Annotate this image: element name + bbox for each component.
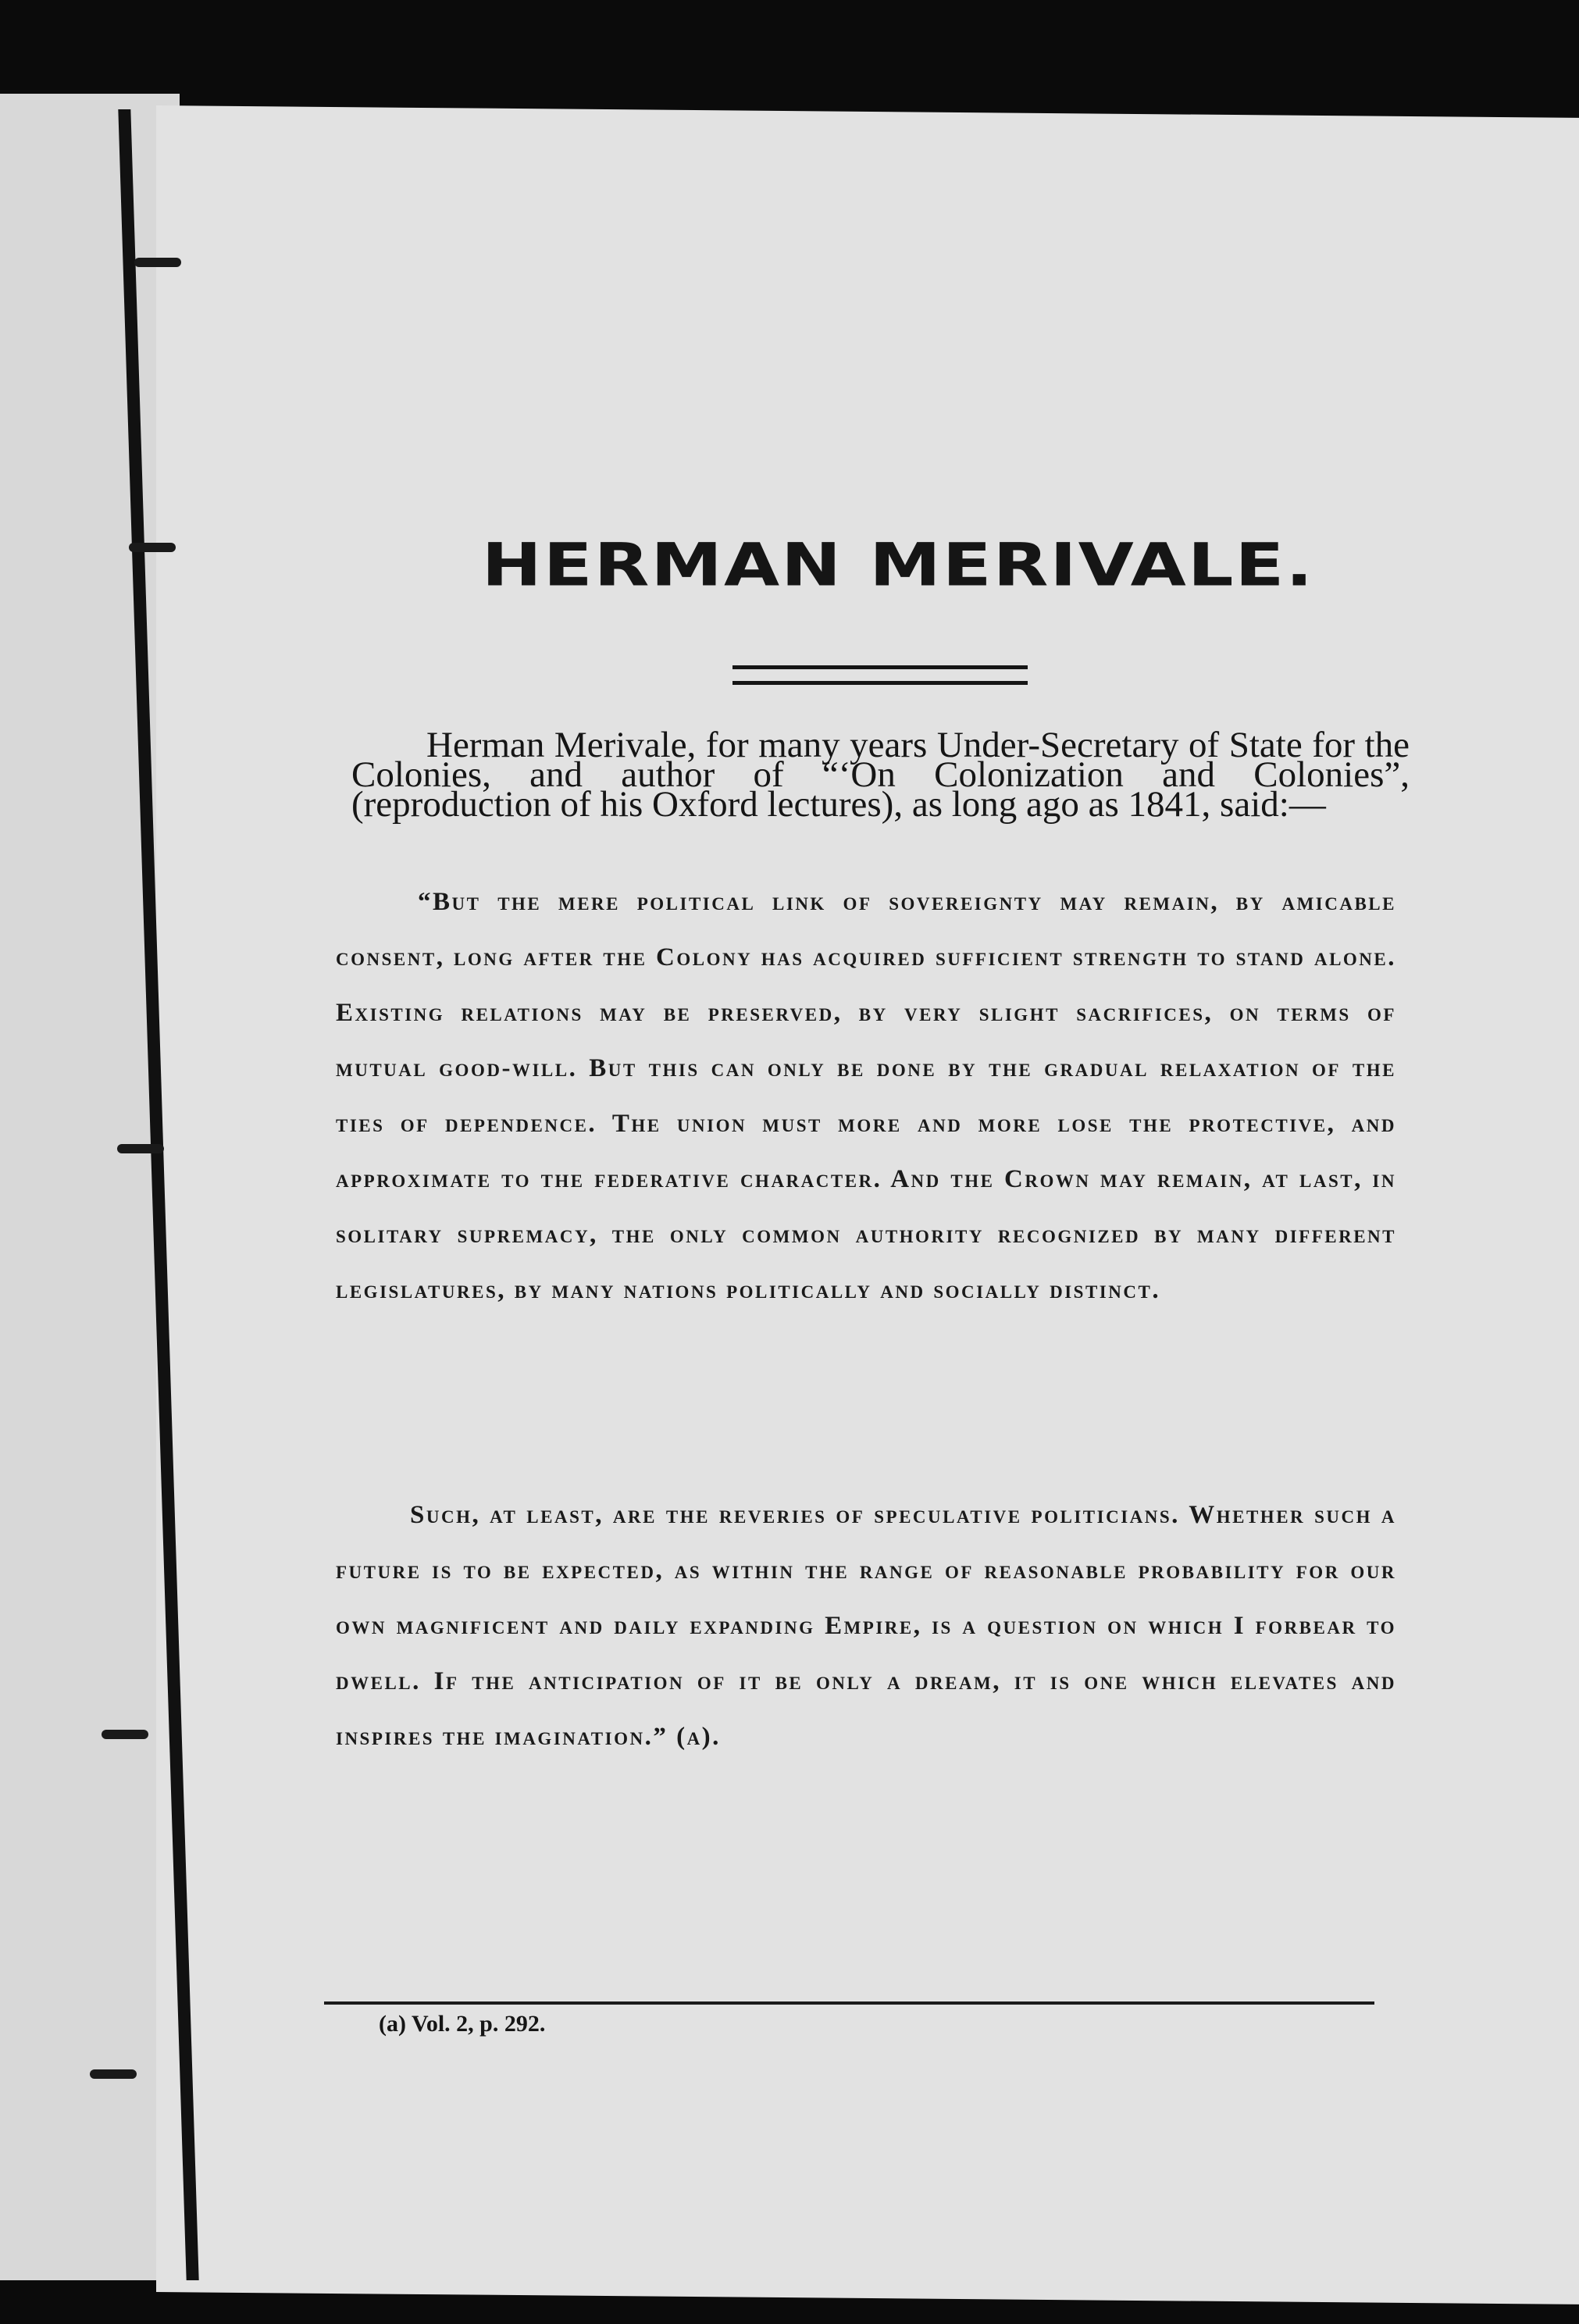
intro-paragraph: Herman Merivale, for many years Under-Secretary of State for the Colonies, and author of “‘On Colonization and Colonies”, (reproduction of his Oxford lectures), as long ago as 1841, said:—: [351, 725, 1410, 825]
quote-paragraph-2: Such, at least, are the reveries of speculative politicians. Whether such a future is to be expected, as within the range of reasonable probability for our own magnificent and daily expanding Empire, is a question on which I forbear to dwell. If the anticipation of it be only a dream, it is one which elevates and inspires the imagination.” (a).: [336, 1501, 1396, 1751]
binding-stitch: [117, 1144, 164, 1153]
binding-stitch: [102, 1730, 148, 1739]
binding-stitch: [90, 2069, 137, 2079]
footnote-rule: [324, 2001, 1374, 2005]
binding-stitch: [134, 258, 181, 267]
page-title: HERMAN MERIVALE.: [481, 530, 1315, 600]
title-rule-bottom: [732, 681, 1028, 685]
footnote: (a) Vol. 2, p. 292.: [379, 2011, 546, 2037]
title-rule-top: [732, 665, 1028, 669]
binding-stitch: [129, 543, 176, 552]
quote-paragraph-1: “But the mere political link of sovereignty may remain, by amicable consent, long after the Colony has acquired sufficient strength to stand alone. Existing relations may be preserved, by very slight sacrifices, on terms of mutual good-will. But this can only be done by the gradual relaxation of the ties of dependence. The union must more and more lose the protective, and approximate to the federative character. And the Crown may remain, at last, in solitary supremacy, the only common authority recognized by many different legislatures, by many nations politically and socially distinct.: [336, 888, 1396, 1304]
